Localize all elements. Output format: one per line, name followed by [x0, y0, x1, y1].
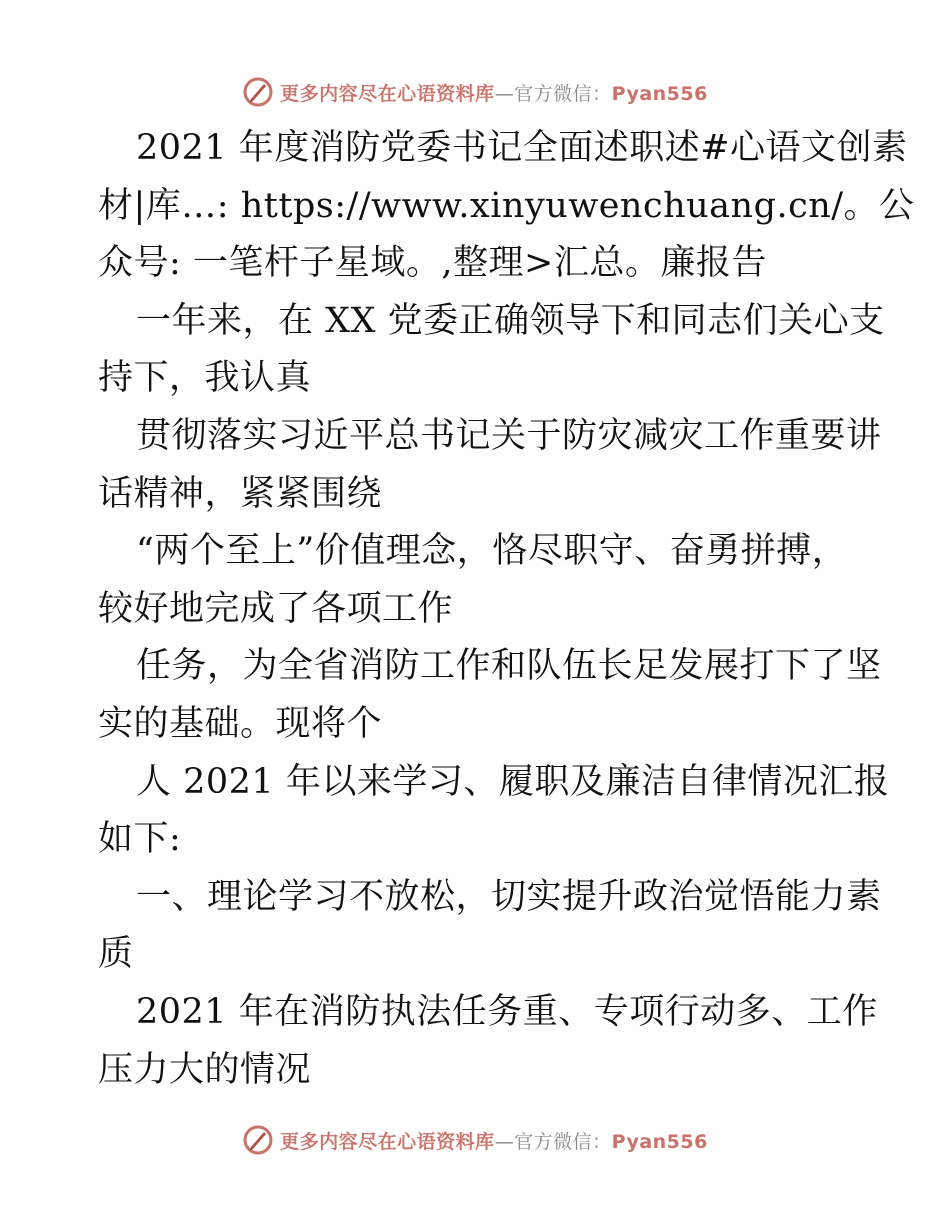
watermark-text	[280, 1127, 708, 1154]
document-line: 压力大的情况	[98, 1049, 312, 1090]
watermark-separator: —官方微信：	[494, 82, 612, 105]
watermark-text	[280, 79, 708, 106]
document-line: 2021 年在消防执法任务重、专项行动多、工作	[136, 991, 878, 1032]
document-body	[98, 120, 915, 1099]
quill-logo-icon	[242, 76, 274, 108]
document-line: 如下:	[98, 819, 182, 860]
document-line: 贯彻落实习近平总书记关于防灾减灾工作重要讲	[136, 415, 882, 456]
watermark-brand: 更多内容尽在心语资料库	[280, 82, 495, 105]
watermark-wechat-id: Pyan556	[611, 1130, 708, 1153]
document-line: 质	[98, 934, 134, 975]
document-line: 一、理论学习不放松，切实提升政治觉悟能力素	[136, 876, 882, 917]
document-line: “两个至上”价值理念，恪尽职守、奋勇拼搏，	[136, 531, 848, 572]
document-line: 话精神，紧紧围绕	[98, 473, 383, 514]
watermark-separator: —官方微信：	[494, 1130, 612, 1153]
document-line: 实的基础。现将个	[98, 703, 383, 744]
document-line: 任务，为全省消防工作和队伍长足发展打下了坚	[136, 646, 882, 687]
document-line: 众号: 一笔杆子星域。,整理>汇总。廉报告	[98, 243, 767, 284]
document-line: 持下，我认真	[98, 358, 312, 399]
quill-logo-icon	[242, 1124, 274, 1156]
header-watermark	[0, 72, 950, 112]
footer-watermark	[0, 1120, 950, 1160]
watermark-brand: 更多内容尽在心语资料库	[280, 1130, 495, 1153]
watermark-wechat-id: Pyan556	[611, 82, 708, 105]
document-line: 较好地完成了各项工作	[98, 588, 454, 629]
document-line: 人 2021 年以来学习、履职及廉洁自律情况汇报	[136, 761, 890, 802]
document-line: 2021 年度消防党委书记全面述职述#心语文创素	[136, 128, 908, 168]
document-line: 一年来，在 XX 党委正确领导下和同志们关心支	[136, 300, 885, 341]
document-line: 材|库…: https://www.xinyuwenchuang.cn/。公	[98, 185, 915, 226]
